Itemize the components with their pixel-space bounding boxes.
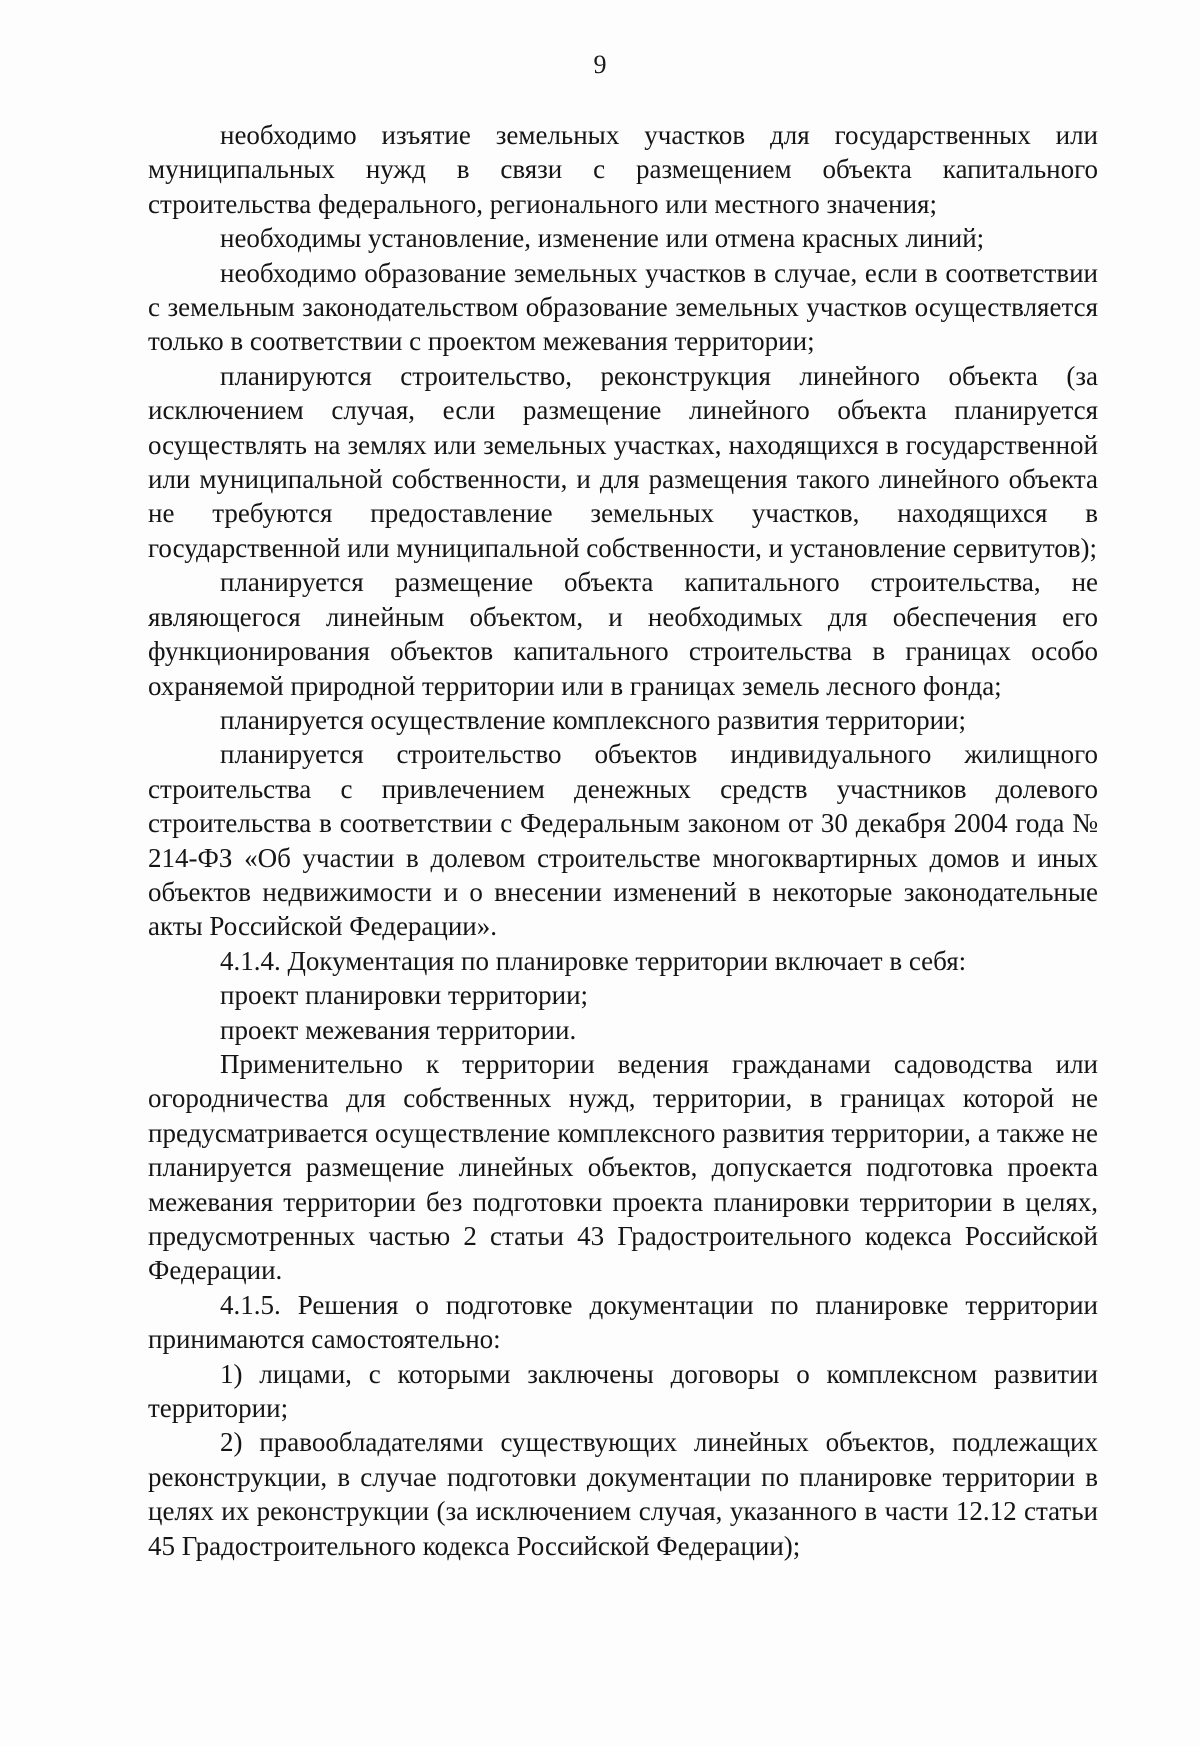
paragraph: 1) лицами, с которыми заключены договоры о комплексном развитии территории;	[148, 1358, 1098, 1424]
paragraph: планируется строительство объектов индивидуального жилищного строительства с привлечением денежных средств участников долевого строительства в соответствии с Федеральным законом от 30 декабря 2004 года № 214-ФЗ «Об участии в долевом строительстве многоквартирных домов и иных объектов недвижимости и о внесении изменений в некоторые законодательные акты Российской Федерации».	[148, 739, 1098, 942]
paragraph: Применительно к территории ведения гражданами садоводства или огородничества для собственных нужд, территории, в границах которой не предусматривается осуществление комплексного развития территории, а также не планируется размещение линейных объектов, допускается подготовка проекта межевания территории без подготовки проекта планировки территории в целях, предусмотренных частью 2 статьи 43 Градостроительного кодекса Российской Федерации.	[148, 1048, 1098, 1286]
paragraph: 4.1.5. Решения о подготовке документации по планировке территории принимаются самостоятельно:	[148, 1289, 1098, 1355]
paragraph: необходимы установление, изменение или отмена красных линий;	[220, 223, 985, 254]
paragraph: проект межевания территории.	[220, 1014, 577, 1045]
paragraph: необходимо образование земельных участков в случае, если в соответствии с земельным законодательством образование земельных участков осуществляется только в соответствии с проектом межевания территории;	[148, 257, 1098, 357]
paragraph: планируется осуществление комплексного развития территории;	[220, 704, 966, 735]
page-number: 9	[593, 50, 607, 79]
document-body	[148, 118, 1098, 1563]
paragraph: 2) правообладателями существующих линейных объектов, подлежащих реконструкции, в случае подготовки документации по планировке территории в целях их реконструкции (за исключением случая, указанного в части 12.12 статьи 45 Градостроительного кодекса Российской Федерации);	[148, 1427, 1098, 1561]
paragraph: планируется размещение объекта капитального строительства, не являющегося линейным объектом, и необходимых для обеспечения его функционирования объектов капитального строительства в границах особо охраняемой природной территории или в границах земель лесного фонда;	[148, 567, 1098, 701]
paragraph: планируются строительство, реконструкция линейного объекта (за исключением случая, если размещение линейного объекта планируется осуществлять на землях или земельных участках, находящихся в государственной или муниципальной собственности, и для размещения такого линейного объекта не требуются предоставление земельных участков, находящихся в государственной или муниципальной собственности, и установление сервитутов);	[148, 360, 1098, 563]
paragraph: 4.1.4. Документация по планировке территории включает в себя:	[220, 945, 967, 976]
paragraph: необходимо изъятие земельных участков для государственных или муниципальных нужд в связи с размещением объекта капитального строительства федерального, регионального или местного значения;	[148, 120, 1098, 219]
paragraph: проект планировки территории;	[220, 980, 589, 1011]
